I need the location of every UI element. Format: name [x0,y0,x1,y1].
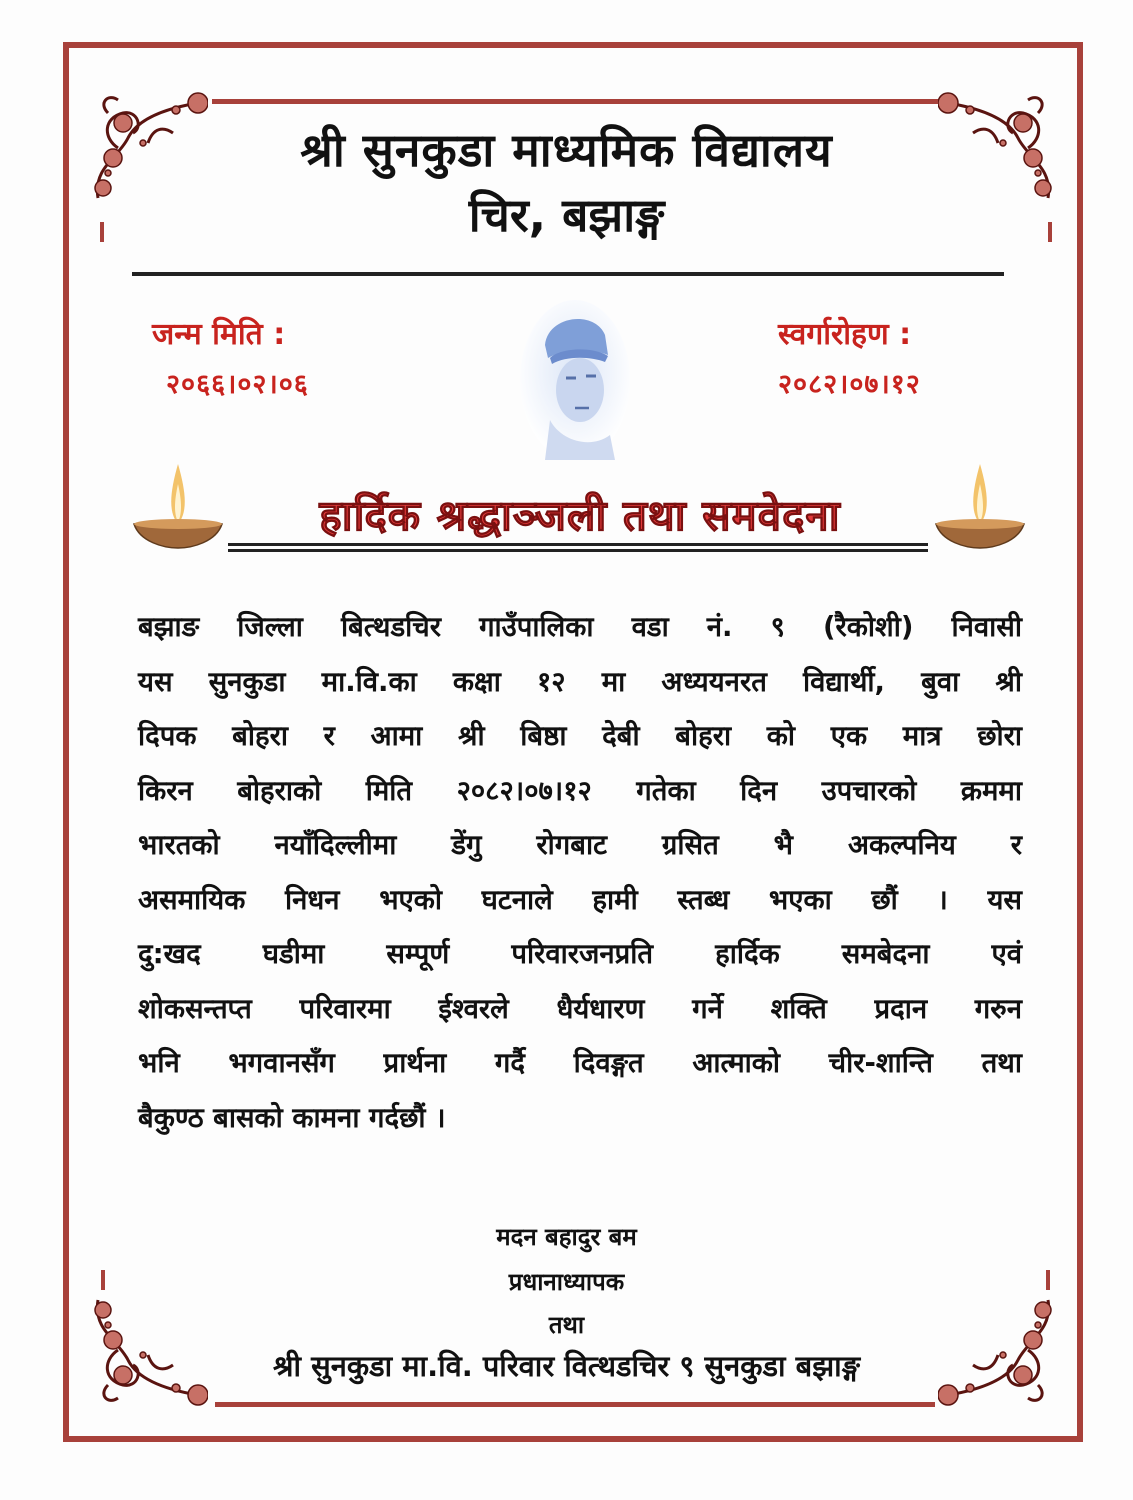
signature-conjunction: तथा [548,1311,585,1339]
signatory-name: मदन बहादुर बम [496,1223,637,1251]
border-inner-bottom [215,1402,935,1407]
border-inner-top [212,99,942,104]
birth-date-value: २०६६।०२।०६ [166,369,309,400]
signatory-organization: श्री सुनकुडा मा.वि. परिवार वित्थडचिर ९ सुनकुडा बझाङ्ग [272,1349,860,1383]
school-location: चिर, बझाङ्ग [468,188,665,242]
condolence-message [138,600,1022,1145]
birth-date-label: जन्म मिति : [152,317,286,352]
death-date-label: स्वर्गारोहण : [778,317,912,352]
message-line: दु:खद घडीमा सम्पूर्ण परिवारजनप्रति हार्दिक समबेदना एवं [138,938,1022,970]
message-line: बैकुण्ठ बासको कामना गर्दछौं । [138,1101,446,1134]
message-line: भारतको नयाँदिल्लीमा डेंगु रोगबाट ग्रसित भै अकल्पनिय र [138,829,1022,861]
signatory-title: प्रधानाध्यापक [508,1268,625,1296]
death-date-value: २०८२।०७।१२ [778,369,921,400]
condolence-heading: हार्दिक श्रद्धाञ्जली तथा समवेदना [319,491,841,540]
message-line: दिपक बोहरा र आमा श्री बिष्ठा देबी बोहरा को एक मात्र छोरा [138,720,1022,752]
diya-lamp-left-icon [130,462,226,552]
heading-underline-1 [228,543,928,546]
message-line: भनि भगवानसँग प्रार्थना गर्दै दिवङ्गत आत्माको चीर-शान्ति तथा [138,1047,1022,1079]
message-line: शोकसन्तप्त परिवारमा ईश्वरले धैर्यधारण गर्ने शक्ति प्रदान गरुन [138,992,1022,1025]
header-divider [132,272,1004,276]
message-line: यस सुनकुडा मा.वि.का कक्षा १२ मा अध्ययनरत विद्यार्थी, बुवा श्री [138,665,1022,698]
diya-lamp-right-icon [932,462,1028,552]
message-line: बझाङ जिल्ला बित्थडचिर गाउँपालिका वडा नं. ९ (रैकोशी) निवासी [138,611,1022,643]
portrait-photo [520,300,630,460]
message-line: असमायिक निधन भएको घटनाले हामी स्तब्ध भएका छौं । यस [138,883,1022,916]
school-name: श्री सुनकुडा माध्यमिक विद्यालय [300,123,833,177]
heading-underline-2 [228,549,928,552]
message-line: किरन बोहराको मिति २०८२।०७।१२ गतेका दिन उपचारको क्रममा [138,774,1022,807]
